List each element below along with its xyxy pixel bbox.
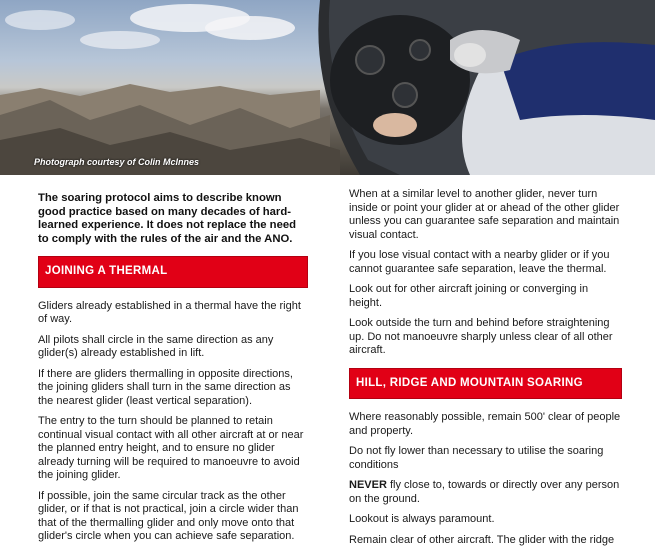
- section-heading-hill-ridge-mountain: HILL, RIDGE AND MOUNTAIN SOARING: [349, 368, 622, 400]
- paragraph: If you lose visual contact with a nearby glider or if you cannot guarantee safe separation, leave the thermal.: [349, 249, 610, 275]
- right-column: [349, 188, 624, 554]
- paragraph: Gliders already established in a thermal have the right of way.: [38, 299, 301, 326]
- paragraph: When at a similar level to another glider, never turn inside or point your glider at or ahead of the other glider unless you can guarantee safe separation and maintain visual contact.: [349, 188, 620, 241]
- paragraph: Look outside the turn and behind before straightening up. Do not manoeuvre sharply unless clear of all other aircraft.: [349, 317, 613, 356]
- intro-text: The soaring protocol aims to describe known good practice based on many decades of hard-learned experience. It does not replace the need to comply with the rules of the air and the ANO.: [38, 192, 297, 245]
- never-emphasis: NEVER: [349, 479, 387, 491]
- paragraph: Remain clear of other aircraft. The glider with the ridge: [349, 533, 615, 546]
- left-column: [38, 188, 306, 551]
- photo-credit: Photograph courtesy of Colin McInnes: [34, 157, 200, 167]
- paragraph-never: [349, 479, 624, 506]
- never-rest-text: fly close to, towards or directly over any person on the ground.: [349, 479, 620, 505]
- paragraph: Look out for other aircraft joining or converging in height.: [349, 283, 589, 309]
- paragraph: Lookout is always paramount.: [349, 513, 495, 525]
- paragraph: If there are gliders thermalling in opposite directions, the joining gliders shall turn in the same direction as the nearest glider (least vertical separation).: [38, 367, 293, 407]
- paragraph: Where reasonably possible, remain 500' clear of people and property.: [349, 411, 621, 437]
- glider-cockpit-photo: [0, 0, 655, 175]
- paragraph: All pilots shall circle in the same direction as any glider(s) already established in lift.: [38, 333, 274, 360]
- paragraph: Do not fly lower than necessary to utilise the soaring conditions: [349, 445, 604, 471]
- header-photo: [0, 0, 655, 175]
- section-heading-joining-thermal: JOINING A THERMAL: [38, 256, 308, 288]
- paragraph: If possible, join the same circular track as the other glider, or if that is not practical, join a circle wider than that of the thermalling glider and only move onto that glider's circle when you can achieve safe separation.: [38, 489, 299, 543]
- paragraph: The entry to the turn should be planned to retain continual visual contact with all other aircraft at or near the planned entry height, and to ensure no glider already turning will be required to manoeuvre to avoid the joining glider.: [38, 415, 304, 482]
